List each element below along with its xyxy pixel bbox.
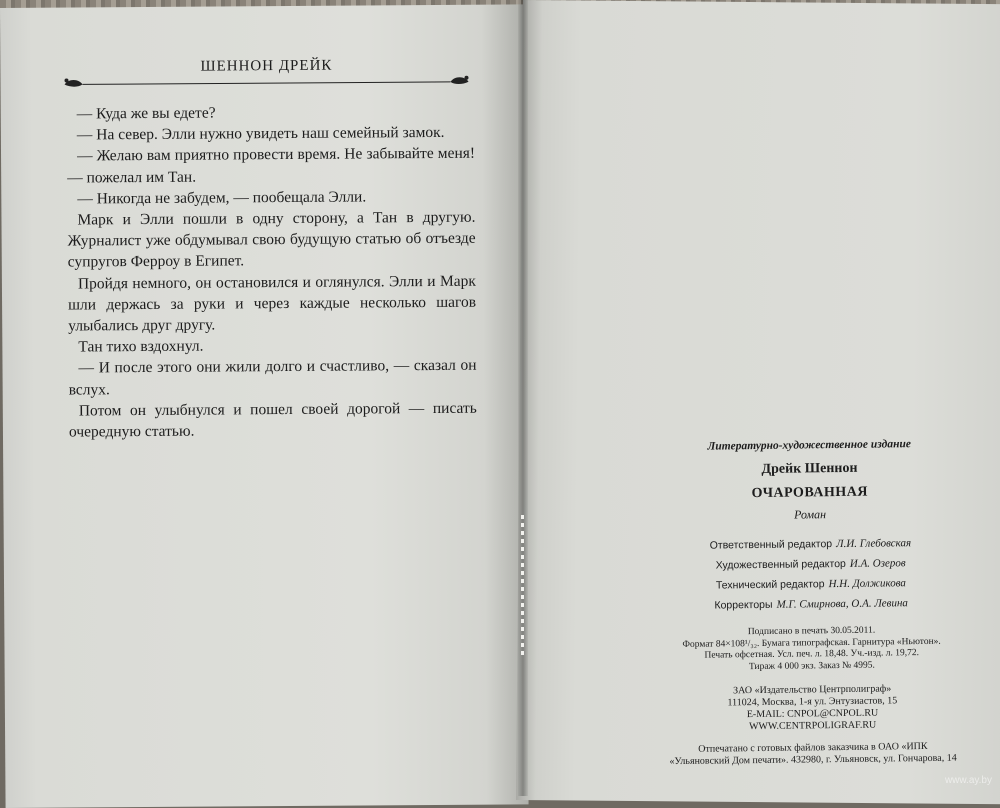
binding-stitches [521, 515, 524, 655]
credit-role: Технический редактор [715, 578, 825, 592]
credit-role: Корректоры [714, 598, 773, 612]
right-page [516, 0, 1000, 804]
credit-name: Л.И. Глебовская [836, 537, 912, 551]
running-head: ШЕННОН ДРЕЙК [200, 57, 333, 75]
paragraph: — Желаю вам приятно провести время. Не забывайте меня! — пожелал им Тан. [67, 145, 476, 187]
publisher-line: ЗАО «Издательство Центрполиграф» [733, 683, 892, 697]
spec-line: Подписано в печать 30.05.2011. [747, 625, 876, 638]
watermark: www.ay.by [944, 775, 992, 786]
credit-name: Н.Н. Должикова [828, 577, 906, 591]
credits-list [660, 533, 961, 617]
publisher-info [662, 683, 963, 735]
publisher-line: E-MAIL: CNPOL@CNPOL.RU [746, 707, 879, 721]
credit-line [661, 593, 961, 617]
credit-role: Ответственный редактор [709, 538, 833, 552]
book-gutter [518, 0, 528, 796]
paragraph: Марк и Элли пошли в одну сторону, а Тан в другую. Журналист уже обдумывал свою будущую статью об отъезде супругов Ферроу в Египет. [67, 208, 476, 271]
spec-line: Тираж 4 000 экз. Заказ № 4995. [748, 660, 875, 672]
printer-line: «Ульяновский Дом печати». 432980, г. Ульяновск, ул. Гончарова, 14 [669, 752, 957, 768]
book-title: ОЧАРОВАННАЯ [751, 484, 869, 502]
paragraph: Пройдя немного, он остановился и оглянулся. Элли и Марк шли держась за руки и через каждые несколько шагов улыбались друг другу. [68, 272, 477, 335]
spec-line: Формат 84×108¹/₃₂. Бумага типографская. Гарнитура «Ньютон». [682, 636, 941, 650]
credit-name: М.Г. Смирнова, О.А. Левина [776, 597, 908, 611]
series-label: Литературно-художественное издание [707, 438, 912, 453]
imprint-block [659, 438, 963, 769]
print-specs [661, 625, 962, 675]
paragraph: Потом он улыбнулся и пошел своей дорогой — писать очередную статью. [68, 399, 477, 441]
paragraph: Тан тихо вздохнул. [78, 337, 204, 356]
left-page [0, 4, 529, 808]
credit-name: И.А. Озеров [849, 557, 906, 570]
paragraph: — Куда же вы едете? [76, 104, 216, 123]
paragraph: — И после этого они жили долго и счастливо, — сказал он вслух. [68, 357, 477, 399]
spec-line: Печать офсетная. Усл. печ. л. 18,48. Уч.-изд. л. 19,72. [704, 648, 920, 661]
printer-info [663, 741, 963, 769]
story-text [67, 101, 477, 443]
publisher-line: 111024, Москва, 1-я ул. Энтузиастов, 15 [727, 695, 898, 709]
author-name: Дрейк Шеннон [761, 460, 858, 477]
credit-role: Художественный редактор [715, 557, 846, 572]
printer-line: Отпечатано с готовых файлов заказчика в ОАО «ИПК [698, 740, 928, 755]
ornamental-rule [60, 71, 472, 94]
genre-label: Роман [793, 507, 827, 522]
paragraph: — На север. Элли нужно увидеть наш семейный замок. [76, 124, 445, 144]
publisher-line: WWW.CENTRPOLIGRAF.RU [748, 719, 877, 733]
paragraph: — Никогда не забудем, — пообещала Элли. [77, 188, 367, 208]
